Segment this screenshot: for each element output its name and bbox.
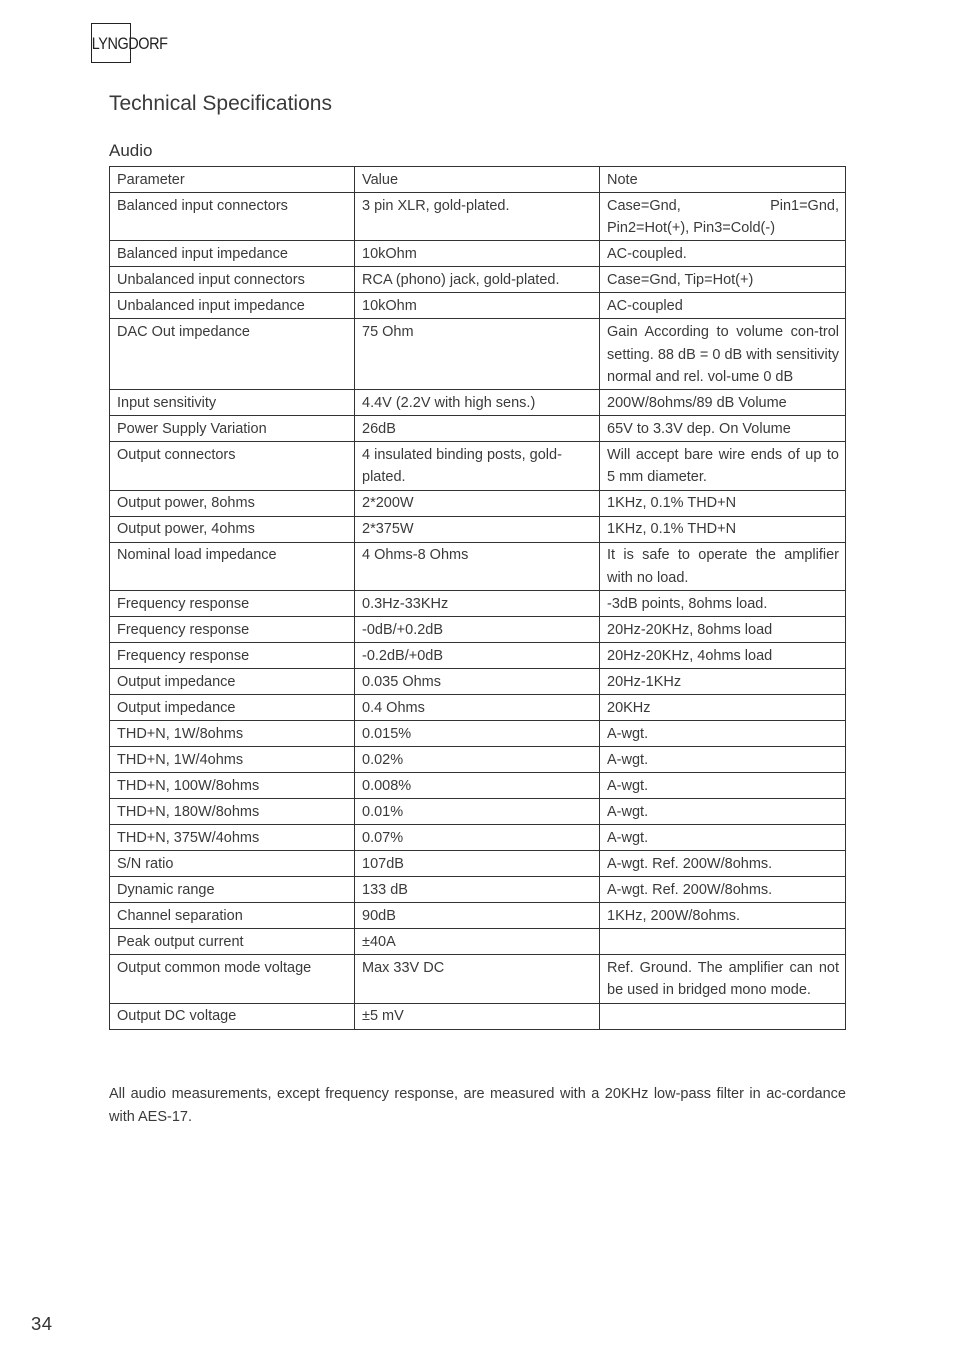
column-header-note: Note [600,167,846,193]
parameter-cell: Output impedance [110,695,355,721]
value-cell: -0dB/+0.2dB [355,617,600,643]
note-cell: AC-coupled [600,293,846,319]
note-cell: A-wgt. Ref. 200W/8ohms. [600,877,846,903]
value-cell: 0.3Hz-33KHz [355,591,600,617]
parameter-cell: Balanced input impedance [110,241,355,267]
value-cell: 10kOhm [355,241,600,267]
note-cell: Ref. Ground. The amplifier can not be used in bridged mono mode. [600,955,846,1003]
note-cell: Case=Gnd, Tip=Hot(+) [600,267,846,293]
value-cell: RCA (phono) jack, gold-plated. [355,267,600,293]
value-cell: 107dB [355,851,600,877]
note-cell: It is safe to operate the amplifier with no load. [600,542,846,590]
note-cell: A-wgt. [600,773,846,799]
table-row [110,877,846,903]
lyngdorf-logo [90,23,181,65]
value-cell: 0.035 Ohms [355,669,600,695]
table-row [110,617,846,643]
value-cell: 75 Ohm [355,319,600,390]
note-cell: -3dB points, 8ohms load. [600,591,846,617]
table-row [110,747,846,773]
parameter-cell: THD+N, 100W/8ohms [110,773,355,799]
logo-text: LYNGDORF [91,34,168,53]
value-cell: 4 Ohms-8 Ohms [355,542,600,590]
note-cell: 1KHz, 200W/8ohms. [600,903,846,929]
value-cell: 4 insulated binding posts, gold-plated. [355,442,600,490]
table-header-row [110,167,846,193]
table-row [110,542,846,590]
note-cell: A-wgt. [600,747,846,773]
value-cell: 2*375W [355,516,600,542]
note-cell: A-wgt. [600,799,846,825]
parameter-cell: Unbalanced input connectors [110,267,355,293]
table-row [110,390,846,416]
value-cell: 0.015% [355,721,600,747]
note-cell: Will accept bare wire ends of up to 5 mm diameter. [600,442,846,490]
parameter-cell: Frequency response [110,643,355,669]
value-cell: 0.4 Ohms [355,695,600,721]
note-cell: A-wgt. [600,721,846,747]
note-cell [600,1003,846,1029]
table-row [110,773,846,799]
parameter-cell: Power Supply Variation [110,416,355,442]
table-row [110,825,846,851]
table-row [110,516,846,542]
table-row [110,241,846,267]
note-cell: 1KHz, 0.1% THD+N [600,516,846,542]
note-cell: 200W/8ohms/89 dB Volume [600,390,846,416]
parameter-cell: THD+N, 375W/4ohms [110,825,355,851]
value-cell: Max 33V DC [355,955,600,1003]
table-row [110,442,846,490]
parameter-cell: Output power, 8ohms [110,490,355,516]
note-cell: 20Hz-20KHz, 8ohms load [600,617,846,643]
value-cell: 0.008% [355,773,600,799]
parameter-cell: Channel separation [110,903,355,929]
parameter-cell: THD+N, 1W/8ohms [110,721,355,747]
note-cell: 65V to 3.3V dep. On Volume [600,416,846,442]
parameter-cell: Frequency response [110,591,355,617]
value-cell: 0.02% [355,747,600,773]
table-row [110,293,846,319]
column-header-parameter: Parameter [110,167,355,193]
page-title: Technical Specifications [109,92,332,115]
table-row [110,643,846,669]
note-cell: 1KHz, 0.1% THD+N [600,490,846,516]
parameter-cell: Balanced input connectors [110,192,355,240]
table-row [110,929,846,955]
parameter-cell: Output DC voltage [110,1003,355,1029]
parameter-cell: Frequency response [110,617,355,643]
note-cell: 20Hz-20KHz, 4ohms load [600,643,846,669]
parameter-cell: Unbalanced input impedance [110,293,355,319]
parameter-cell: S/N ratio [110,851,355,877]
parameter-cell: THD+N, 1W/4ohms [110,747,355,773]
table-row [110,799,846,825]
value-cell: 3 pin XLR, gold-plated. [355,192,600,240]
table-row [110,319,846,390]
note-cell [600,929,846,955]
value-cell: 0.07% [355,825,600,851]
note-cell: Gain According to volume con-trol setting. 88 dB = 0 dB with sensitivity normal and rel. vol-ume 0 dB [600,319,846,390]
footnote: All audio measurements, except frequency response, are measured with a 20KHz low-pass filter in ac-cordance with AES-17. [109,1086,846,1125]
parameter-cell: Output impedance [110,669,355,695]
table-row [110,903,846,929]
table-row [110,416,846,442]
parameter-cell: THD+N, 180W/8ohms [110,799,355,825]
table-row [110,267,846,293]
note-cell: A-wgt. Ref. 200W/8ohms. [600,851,846,877]
column-header-value: Value [355,167,600,193]
parameter-cell: DAC Out impedance [110,319,355,390]
value-cell: 4.4V (2.2V with high sens.) [355,390,600,416]
table-row [110,695,846,721]
note-cell: A-wgt. [600,825,846,851]
table-row [110,1003,846,1029]
note-cell: AC-coupled. [600,241,846,267]
page-number: 34 [31,1313,53,1334]
parameter-cell: Output power, 4ohms [110,516,355,542]
value-cell: ±40A [355,929,600,955]
value-cell: 0.01% [355,799,600,825]
table-row [110,851,846,877]
parameter-cell: Dynamic range [110,877,355,903]
table-row [110,490,846,516]
table-row [110,669,846,695]
value-cell: 133 dB [355,877,600,903]
parameter-cell: Output connectors [110,442,355,490]
note-cell: Case=Gnd, Pin1=Gnd, Pin2=Hot(+), Pin3=Cold(-) [600,192,846,240]
value-cell: 90dB [355,903,600,929]
parameter-cell: Input sensitivity [110,390,355,416]
note-cell: 20KHz [600,695,846,721]
value-cell: -0.2dB/+0dB [355,643,600,669]
table-row [110,591,846,617]
table-row [110,192,846,240]
value-cell: 10kOhm [355,293,600,319]
section-title: Audio [109,141,153,160]
spec-table [109,166,846,1030]
value-cell: ±5 mV [355,1003,600,1029]
table-row [110,955,846,1003]
spec-table-body [110,167,846,1030]
parameter-cell: Output common mode voltage [110,955,355,1003]
parameter-cell: Nominal load impedance [110,542,355,590]
table-row [110,721,846,747]
value-cell: 2*200W [355,490,600,516]
value-cell: 26dB [355,416,600,442]
parameter-cell: Peak output current [110,929,355,955]
note-cell: 20Hz-1KHz [600,669,846,695]
